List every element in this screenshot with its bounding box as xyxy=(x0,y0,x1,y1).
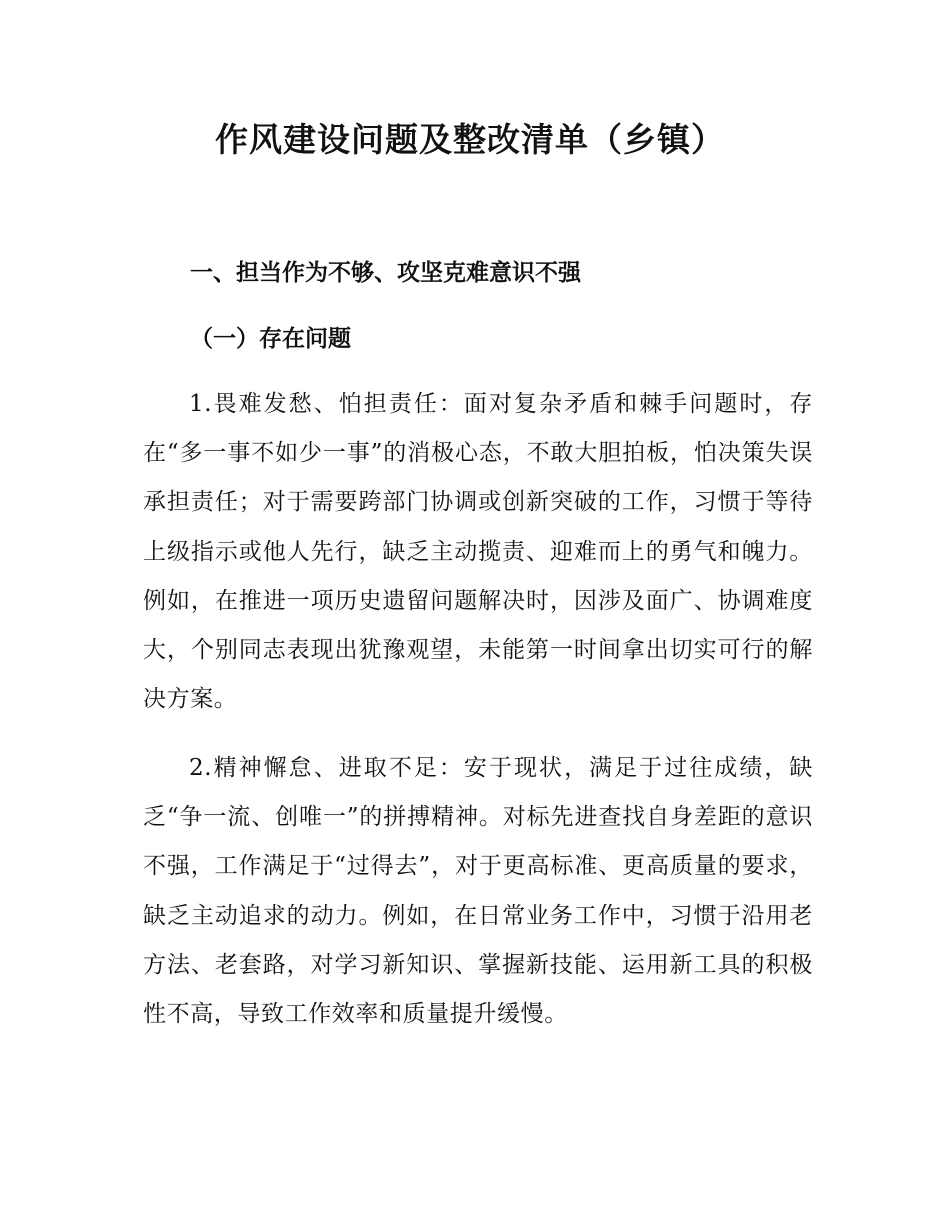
body-paragraph-2: 2.精神懈怠、进取不足：安于现状，满足于过往成绩，缺乏“争一流、创唯一”的拼搏精神。对标先进查找自身差距的意识不强，工作满足于“过得去”，对于更高标准、更高质量的要求，缺乏主动追求的动力。例如，在日常业务工作中，习惯于沿用老方法、老套路，对学习新知识、掌握新技能、运用新工具的积极性不高，导致工作效率和质量提升缓慢。 xyxy=(143,755,813,1028)
section-heading: 一、担当作为不够、攻坚克难意识不强 xyxy=(190,260,581,286)
body-paragraph-1: 1.畏难发愁、怕担责任：面对复杂矛盾和棘手问题时，存在“多一事不如少一事”的消极心态，不敢大胆拍板，怕决策失误承担责任；对于需要跨部门协调或创新突破的工作，习惯于等待上级指示或他人先行，缺乏主动揽责、迎难而上的勇气和魄力。例如，在推进一项历史遗留问题解决时，因涉及面广、协调难度大，个别同志表现出犹豫观望，未能第一时间拿出切实可行的解决方案。 xyxy=(143,391,813,713)
subsection-heading: （一）存在问题 xyxy=(190,326,351,352)
document-title: 作风建设问题及整改清单（乡镇） xyxy=(215,120,725,159)
